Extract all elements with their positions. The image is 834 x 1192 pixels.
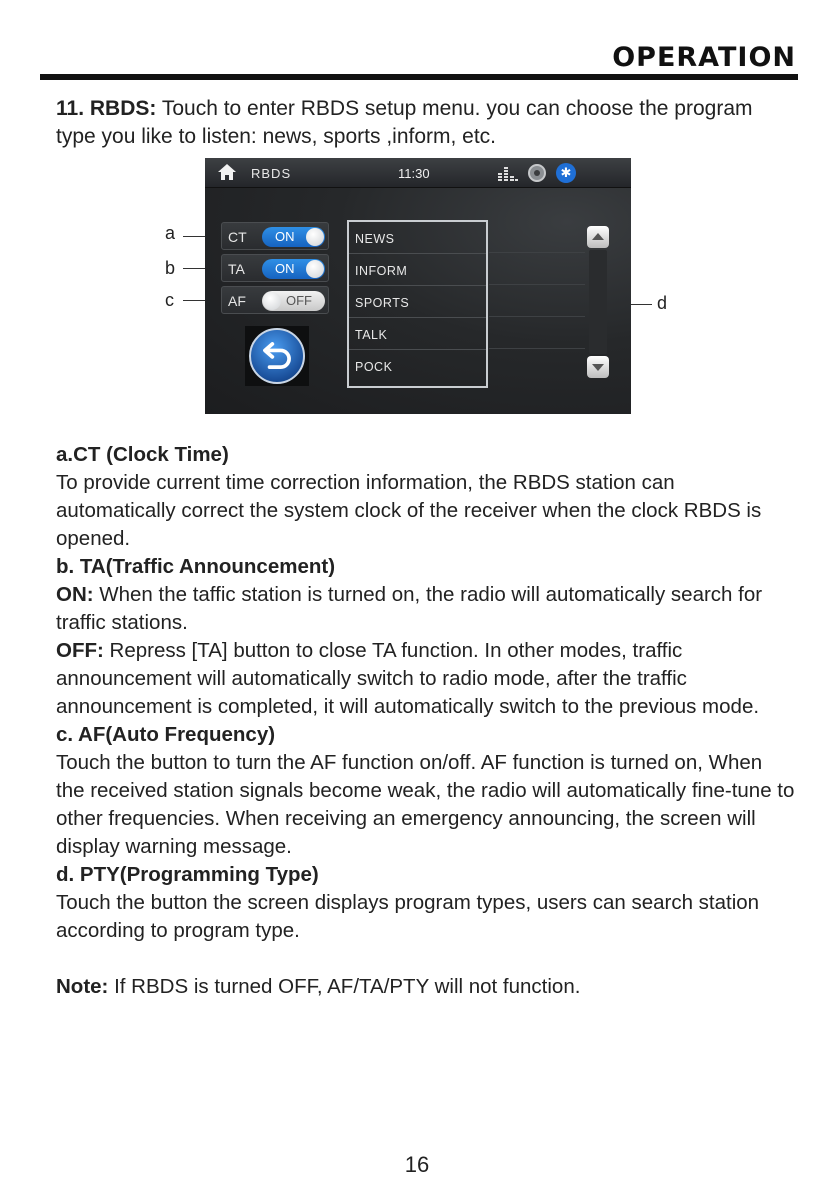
list-divider [489,252,585,253]
note-text: If RBDS is turned OFF, AF/TA/PTY will not function. [108,975,581,998]
callout-c: c [165,290,174,310]
toggle-label-ta: TA [228,261,245,277]
toggle-row-ct [221,222,329,250]
chevron-down-icon [587,356,609,378]
pty-item-label: SPORTS [355,296,410,310]
rbds-screen [205,158,631,414]
equalizer-icon[interactable] [497,165,519,181]
pty-item-label: POCK [355,360,393,374]
pty-item-label: NEWS [355,232,395,246]
ct-toggle-knob [306,228,324,246]
ct-toggle-state: ON [275,229,295,244]
bluetooth-icon[interactable]: ✱ [556,163,576,183]
pty-heading: d. PTY(Programming Type) [56,863,319,886]
ta-on-text: When the taffic station is turned on, the radio will automatically search for traffic stations. [56,583,763,634]
callout-b: b [165,258,176,278]
ta-toggle-state: ON [275,261,295,276]
home-icon[interactable] [217,163,237,181]
af-heading: c. AF(Auto Frequency) [56,723,276,746]
list-divider-lines [489,220,585,388]
ta-toggle-knob [306,260,324,278]
status-bar [205,158,631,188]
scroll-up-button[interactable] [587,226,609,248]
ta-heading: b. TA(Traffic Announcement) [56,555,336,578]
scroll-down-button[interactable] [587,356,609,378]
ct-heading: a.CT (Clock Time) [56,443,229,466]
screen-title: RBDS [251,166,292,181]
clock-time: 11:30 [398,166,430,181]
ct-toggle[interactable] [262,227,325,247]
list-divider [489,284,585,285]
disc-icon[interactable] [528,164,546,182]
ta-off-text: Repress [TA] button to close TA function. In other modes, traffic announcement will automatically switch to radio mode, after the traffic announcement is completed, it will automatically switch to the previous mode. [56,639,760,718]
header-title: OPERATION [612,42,796,73]
ta-off-label: OFF: [56,639,104,662]
callout-d: d [657,293,668,313]
callout-a: a [165,223,176,243]
pty-list [347,220,488,388]
af-toggle-knob [263,292,281,310]
pty-item-inform[interactable] [349,254,486,286]
toggle-row-af [221,286,329,314]
intro-text: Touch to enter RBDS setup menu. you can choose the program type you like to listen: news, sports ,inform, etc. [56,97,753,148]
ct-text: To provide current time correction information, the RBDS station can automatically correct the system clock of the receiver when the clock RBDS is opened. [56,471,762,550]
chevron-up-icon [587,226,609,248]
note-paragraph [56,973,796,1001]
note-label: Note: [56,975,109,998]
pty-item-label: INFORM [355,264,408,278]
pty-item-label: TALK [355,328,388,342]
pty-item-news[interactable] [349,222,486,254]
af-toggle[interactable] [262,291,325,311]
toggle-label-ct: CT [228,229,247,245]
af-text: Touch the button to turn the AF function on/off. AF function is turned on, When the received station signals become weak, the radio will automatically fine-tune to other frequencies. When receiving an emergency announcing, the screen will display warning message. [56,751,795,858]
spacer [56,945,796,973]
back-icon [249,328,305,384]
toggle-label-af: AF [228,293,246,309]
af-toggle-state: OFF [286,293,312,308]
ta-toggle[interactable] [262,259,325,279]
list-divider [489,316,585,317]
toggle-row-ta [221,254,329,282]
intro-heading: 11. RBDS: [56,97,157,120]
ta-on-paragraph [56,581,796,637]
pty-item-talk[interactable] [349,318,486,350]
body-text [56,441,796,1001]
back-button[interactable] [245,326,309,386]
scroll-track[interactable] [589,250,607,354]
ta-off-paragraph [56,637,796,721]
ta-on-label: ON: [56,583,94,606]
intro-paragraph [56,95,796,151]
scrollbar[interactable] [587,226,609,378]
list-divider [489,348,585,349]
pty-item-sports[interactable] [349,286,486,318]
pty-text: Touch the button the screen displays program types, users can search station according to program type. [56,891,760,942]
page-number: 16 [404,1152,430,1177]
pty-item-pock[interactable] [349,350,486,382]
header-rule [40,74,798,80]
